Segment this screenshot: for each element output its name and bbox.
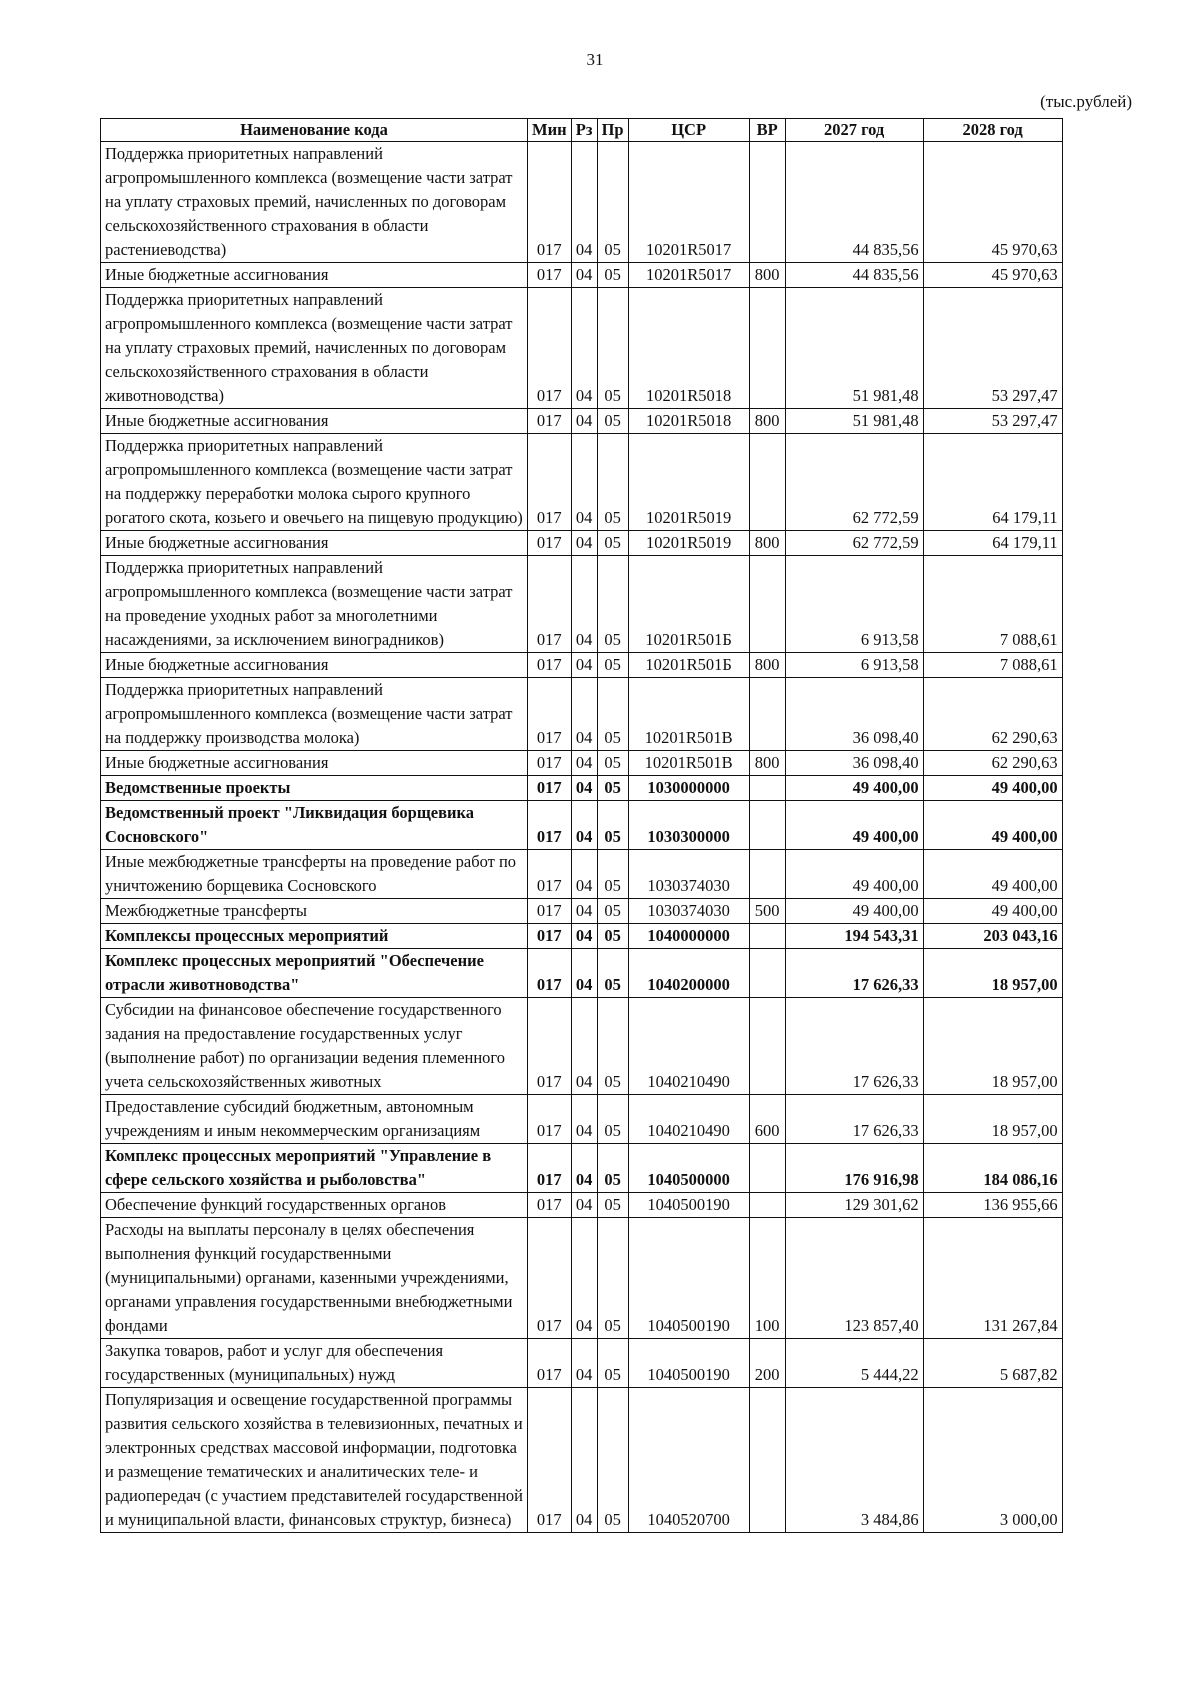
header-pr: Пр — [597, 119, 628, 142]
table-row — [101, 288, 1063, 409]
units-label: (тыс.рублей) — [1040, 92, 1132, 111]
cell-rz: 04 — [571, 531, 597, 556]
header-name: Наименование кода — [101, 119, 528, 142]
cell-min: 017 — [528, 434, 572, 531]
table-row — [101, 409, 1063, 434]
table-row — [101, 776, 1063, 801]
cell-name: Поддержка приоритетных направлений агропромышленного комплекса (возмещение части затрат на поддержку переработки молока сырого крупного рогатого скота, козьего и овечьего на пищевую продукцию) — [101, 434, 528, 531]
cell-name: Поддержка приоритетных направлений агропромышленного комплекса (возмещение части затрат на проведение уходных работ за многолетними насаждениями, за исключением виноградников) — [101, 556, 528, 653]
cell-rz: 04 — [571, 949, 597, 998]
cell-pr: 05 — [597, 142, 628, 263]
cell-2027: 51 981,48 — [785, 409, 923, 434]
header-min: Мин — [528, 119, 572, 142]
header-2027: 2027 год — [785, 119, 923, 142]
cell-name: Поддержка приоритетных направлений агропромышленного комплекса (возмещение части затрат на уплату страховых премий, начисленных по договорам сельскохозяйственного страхования в области растениеводства) — [101, 142, 528, 263]
cell-2027: 17 626,33 — [785, 949, 923, 998]
cell-vr — [749, 924, 785, 949]
cell-csr: 10201R501В — [628, 678, 749, 751]
cell-name: Иные бюджетные ассигнования — [101, 531, 528, 556]
cell-name: Ведомственный проект "Ликвидация борщевика Сосновского" — [101, 801, 528, 850]
header-vr: ВР — [749, 119, 785, 142]
table-header-row — [101, 119, 1063, 142]
cell-2027: 49 400,00 — [785, 899, 923, 924]
cell-2027: 17 626,33 — [785, 1095, 923, 1144]
cell-min: 017 — [528, 1193, 572, 1218]
cell-min: 017 — [528, 556, 572, 653]
cell-min: 017 — [528, 653, 572, 678]
cell-min: 017 — [528, 1218, 572, 1339]
cell-name: Комплекс процессных мероприятий "Обеспечение отрасли животноводства" — [101, 949, 528, 998]
cell-2028: 136 955,66 — [923, 1193, 1062, 1218]
cell-vr: 600 — [749, 1095, 785, 1144]
cell-vr — [749, 1193, 785, 1218]
header-rz: Рз — [571, 119, 597, 142]
table-row — [101, 263, 1063, 288]
cell-pr: 05 — [597, 998, 628, 1095]
cell-min: 017 — [528, 263, 572, 288]
cell-csr: 10201R5019 — [628, 531, 749, 556]
cell-vr — [749, 949, 785, 998]
cell-pr: 05 — [597, 288, 628, 409]
cell-min: 017 — [528, 531, 572, 556]
cell-vr — [749, 1144, 785, 1193]
cell-rz: 04 — [571, 409, 597, 434]
cell-csr: 10201R5018 — [628, 409, 749, 434]
cell-name: Ведомственные проекты — [101, 776, 528, 801]
cell-pr: 05 — [597, 556, 628, 653]
cell-vr: 500 — [749, 899, 785, 924]
cell-rz: 04 — [571, 1144, 597, 1193]
cell-2028: 5 687,82 — [923, 1339, 1062, 1388]
table-row — [101, 1388, 1063, 1533]
cell-csr: 1040500190 — [628, 1339, 749, 1388]
cell-rz: 04 — [571, 924, 597, 949]
table-row — [101, 142, 1063, 263]
cell-rz: 04 — [571, 678, 597, 751]
cell-csr: 1040000000 — [628, 924, 749, 949]
budget-table — [100, 118, 1063, 1533]
cell-2027: 44 835,56 — [785, 263, 923, 288]
cell-pr: 05 — [597, 776, 628, 801]
cell-vr: 800 — [749, 409, 785, 434]
cell-2028: 49 400,00 — [923, 776, 1062, 801]
cell-vr — [749, 801, 785, 850]
cell-2027: 123 857,40 — [785, 1218, 923, 1339]
cell-name: Иные межбюджетные трансферты на проведение работ по уничтожению борщевика Сосновского — [101, 850, 528, 899]
cell-csr: 1040210490 — [628, 998, 749, 1095]
cell-2028: 62 290,63 — [923, 678, 1062, 751]
table-row — [101, 1095, 1063, 1144]
cell-2028: 64 179,11 — [923, 531, 1062, 556]
cell-name: Поддержка приоритетных направлений агропромышленного комплекса (возмещение части затрат на поддержку производства молока) — [101, 678, 528, 751]
cell-min: 017 — [528, 899, 572, 924]
cell-csr: 1040210490 — [628, 1095, 749, 1144]
cell-2027: 62 772,59 — [785, 434, 923, 531]
cell-2027: 129 301,62 — [785, 1193, 923, 1218]
cell-2027: 49 400,00 — [785, 850, 923, 899]
cell-min: 017 — [528, 949, 572, 998]
cell-vr — [749, 850, 785, 899]
cell-vr — [749, 142, 785, 263]
cell-rz: 04 — [571, 1218, 597, 1339]
cell-min: 017 — [528, 288, 572, 409]
cell-min: 017 — [528, 678, 572, 751]
cell-pr: 05 — [597, 751, 628, 776]
cell-csr: 10201R5017 — [628, 263, 749, 288]
cell-min: 017 — [528, 850, 572, 899]
cell-pr: 05 — [597, 1339, 628, 1388]
cell-csr: 1030374030 — [628, 850, 749, 899]
table-row — [101, 1218, 1063, 1339]
cell-2027: 17 626,33 — [785, 998, 923, 1095]
cell-pr: 05 — [597, 531, 628, 556]
table-body — [101, 142, 1063, 1533]
cell-pr: 05 — [597, 801, 628, 850]
table-row — [101, 434, 1063, 531]
cell-rz: 04 — [571, 653, 597, 678]
cell-csr: 1030300000 — [628, 801, 749, 850]
cell-2027: 49 400,00 — [785, 776, 923, 801]
cell-csr: 1040500000 — [628, 1144, 749, 1193]
cell-2027: 194 543,31 — [785, 924, 923, 949]
cell-2028: 62 290,63 — [923, 751, 1062, 776]
cell-2027: 36 098,40 — [785, 678, 923, 751]
cell-vr — [749, 556, 785, 653]
cell-csr: 1040200000 — [628, 949, 749, 998]
header-2028: 2028 год — [923, 119, 1062, 142]
cell-vr: 800 — [749, 653, 785, 678]
cell-rz: 04 — [571, 1193, 597, 1218]
cell-rz: 04 — [571, 288, 597, 409]
cell-rz: 04 — [571, 1339, 597, 1388]
table-row — [101, 998, 1063, 1095]
cell-pr: 05 — [597, 263, 628, 288]
cell-2028: 64 179,11 — [923, 434, 1062, 531]
cell-2027: 6 913,58 — [785, 556, 923, 653]
cell-2028: 45 970,63 — [923, 142, 1062, 263]
table-row — [101, 678, 1063, 751]
cell-rz: 04 — [571, 751, 597, 776]
cell-min: 017 — [528, 998, 572, 1095]
cell-2028: 184 086,16 — [923, 1144, 1062, 1193]
cell-min: 017 — [528, 776, 572, 801]
cell-name: Закупка товаров, работ и услуг для обеспечения государственных (муниципальных) нужд — [101, 1339, 528, 1388]
cell-csr: 10201R501Б — [628, 653, 749, 678]
cell-2028: 53 297,47 — [923, 409, 1062, 434]
table-row — [101, 1144, 1063, 1193]
cell-2028: 53 297,47 — [923, 288, 1062, 409]
cell-2027: 3 484,86 — [785, 1388, 923, 1533]
header-csr: ЦСР — [628, 119, 749, 142]
cell-name: Иные бюджетные ассигнования — [101, 653, 528, 678]
cell-min: 017 — [528, 142, 572, 263]
cell-2027: 6 913,58 — [785, 653, 923, 678]
cell-pr: 05 — [597, 924, 628, 949]
cell-name: Межбюджетные трансферты — [101, 899, 528, 924]
cell-name: Поддержка приоритетных направлений агропромышленного комплекса (возмещение части затрат на уплату страховых премий, начисленных по договорам сельскохозяйственного страхования в области животноводства) — [101, 288, 528, 409]
cell-csr: 10201R501Б — [628, 556, 749, 653]
cell-vr: 800 — [749, 531, 785, 556]
cell-min: 017 — [528, 1144, 572, 1193]
table-row — [101, 924, 1063, 949]
cell-vr — [749, 998, 785, 1095]
cell-vr — [749, 1388, 785, 1533]
cell-2028: 7 088,61 — [923, 653, 1062, 678]
cell-csr: 1030374030 — [628, 899, 749, 924]
cell-rz: 04 — [571, 801, 597, 850]
cell-rz: 04 — [571, 850, 597, 899]
cell-pr: 05 — [597, 949, 628, 998]
cell-name: Популяризация и освещение государственной программы развития сельского хозяйства в телевизионных, печатных и электронных средствах массовой информации, подготовка и размещение тематических и аналитических теле- и радиопередач (с участием представителей государственной и муниципальной власти, финансовых структур, бизнеса) — [101, 1388, 528, 1533]
cell-name: Расходы на выплаты персоналу в целях обеспечения выполнения функций государственными (муниципальными) органами, казенными учреждениями, органами управления государственными внебюджетными фондами — [101, 1218, 528, 1339]
cell-2027: 36 098,40 — [785, 751, 923, 776]
cell-vr — [749, 288, 785, 409]
cell-name: Иные бюджетные ассигнования — [101, 263, 528, 288]
cell-rz: 04 — [571, 556, 597, 653]
table-row — [101, 850, 1063, 899]
cell-2028: 18 957,00 — [923, 949, 1062, 998]
cell-rz: 04 — [571, 899, 597, 924]
table-row — [101, 1193, 1063, 1218]
cell-pr: 05 — [597, 653, 628, 678]
cell-2028: 49 400,00 — [923, 850, 1062, 899]
cell-2028: 49 400,00 — [923, 801, 1062, 850]
cell-2028: 18 957,00 — [923, 998, 1062, 1095]
cell-name: Обеспечение функций государственных органов — [101, 1193, 528, 1218]
cell-2028: 3 000,00 — [923, 1388, 1062, 1533]
table-row — [101, 1339, 1063, 1388]
cell-min: 017 — [528, 1339, 572, 1388]
cell-min: 017 — [528, 1095, 572, 1144]
cell-2028: 18 957,00 — [923, 1095, 1062, 1144]
cell-rz: 04 — [571, 263, 597, 288]
cell-vr — [749, 776, 785, 801]
cell-vr — [749, 434, 785, 531]
cell-pr: 05 — [597, 899, 628, 924]
cell-name: Комплекс процессных мероприятий "Управление в сфере сельского хозяйства и рыболовства" — [101, 1144, 528, 1193]
cell-vr — [749, 678, 785, 751]
table-row — [101, 556, 1063, 653]
cell-rz: 04 — [571, 142, 597, 263]
cell-name: Комплексы процессных мероприятий — [101, 924, 528, 949]
cell-vr: 800 — [749, 263, 785, 288]
cell-name: Иные бюджетные ассигнования — [101, 751, 528, 776]
cell-min: 017 — [528, 409, 572, 434]
cell-rz: 04 — [571, 1095, 597, 1144]
cell-2028: 131 267,84 — [923, 1218, 1062, 1339]
cell-rz: 04 — [571, 776, 597, 801]
cell-vr: 800 — [749, 751, 785, 776]
cell-pr: 05 — [597, 1388, 628, 1533]
cell-name: Субсидии на финансовое обеспечение государственного задания на предоставление государственных услуг (выполнение работ) по организации ведения племенного учета сельскохозяйственных животных — [101, 998, 528, 1095]
cell-2027: 62 772,59 — [785, 531, 923, 556]
cell-2027: 176 916,98 — [785, 1144, 923, 1193]
cell-pr: 05 — [597, 409, 628, 434]
page-number: 31 — [586, 50, 604, 69]
cell-min: 017 — [528, 924, 572, 949]
cell-min: 017 — [528, 751, 572, 776]
cell-csr: 10201R501В — [628, 751, 749, 776]
cell-rz: 04 — [571, 998, 597, 1095]
table-row — [101, 949, 1063, 998]
cell-csr: 1040500190 — [628, 1218, 749, 1339]
table-row — [101, 801, 1063, 850]
cell-2027: 44 835,56 — [785, 142, 923, 263]
cell-pr: 05 — [597, 1218, 628, 1339]
cell-pr: 05 — [597, 1144, 628, 1193]
cell-pr: 05 — [597, 850, 628, 899]
cell-2028: 49 400,00 — [923, 899, 1062, 924]
cell-csr: 10201R5017 — [628, 142, 749, 263]
cell-pr: 05 — [597, 1095, 628, 1144]
cell-rz: 04 — [571, 434, 597, 531]
table-row — [101, 751, 1063, 776]
table-row — [101, 899, 1063, 924]
cell-pr: 05 — [597, 678, 628, 751]
cell-csr: 1040520700 — [628, 1388, 749, 1533]
cell-vr: 100 — [749, 1218, 785, 1339]
cell-csr: 1030000000 — [628, 776, 749, 801]
cell-vr: 200 — [749, 1339, 785, 1388]
table-row — [101, 531, 1063, 556]
cell-csr: 1040500190 — [628, 1193, 749, 1218]
cell-2027: 49 400,00 — [785, 801, 923, 850]
table-row — [101, 653, 1063, 678]
cell-min: 017 — [528, 1388, 572, 1533]
cell-2027: 51 981,48 — [785, 288, 923, 409]
cell-pr: 05 — [597, 434, 628, 531]
cell-pr: 05 — [597, 1193, 628, 1218]
cell-rz: 04 — [571, 1388, 597, 1533]
cell-csr: 10201R5018 — [628, 288, 749, 409]
cell-2028: 45 970,63 — [923, 263, 1062, 288]
cell-2028: 7 088,61 — [923, 556, 1062, 653]
cell-min: 017 — [528, 801, 572, 850]
cell-2028: 203 043,16 — [923, 924, 1062, 949]
cell-csr: 10201R5019 — [628, 434, 749, 531]
cell-name: Иные бюджетные ассигнования — [101, 409, 528, 434]
cell-name: Предоставление субсидий бюджетным, автономным учреждениям и иным некоммерческим организациям — [101, 1095, 528, 1144]
cell-2027: 5 444,22 — [785, 1339, 923, 1388]
